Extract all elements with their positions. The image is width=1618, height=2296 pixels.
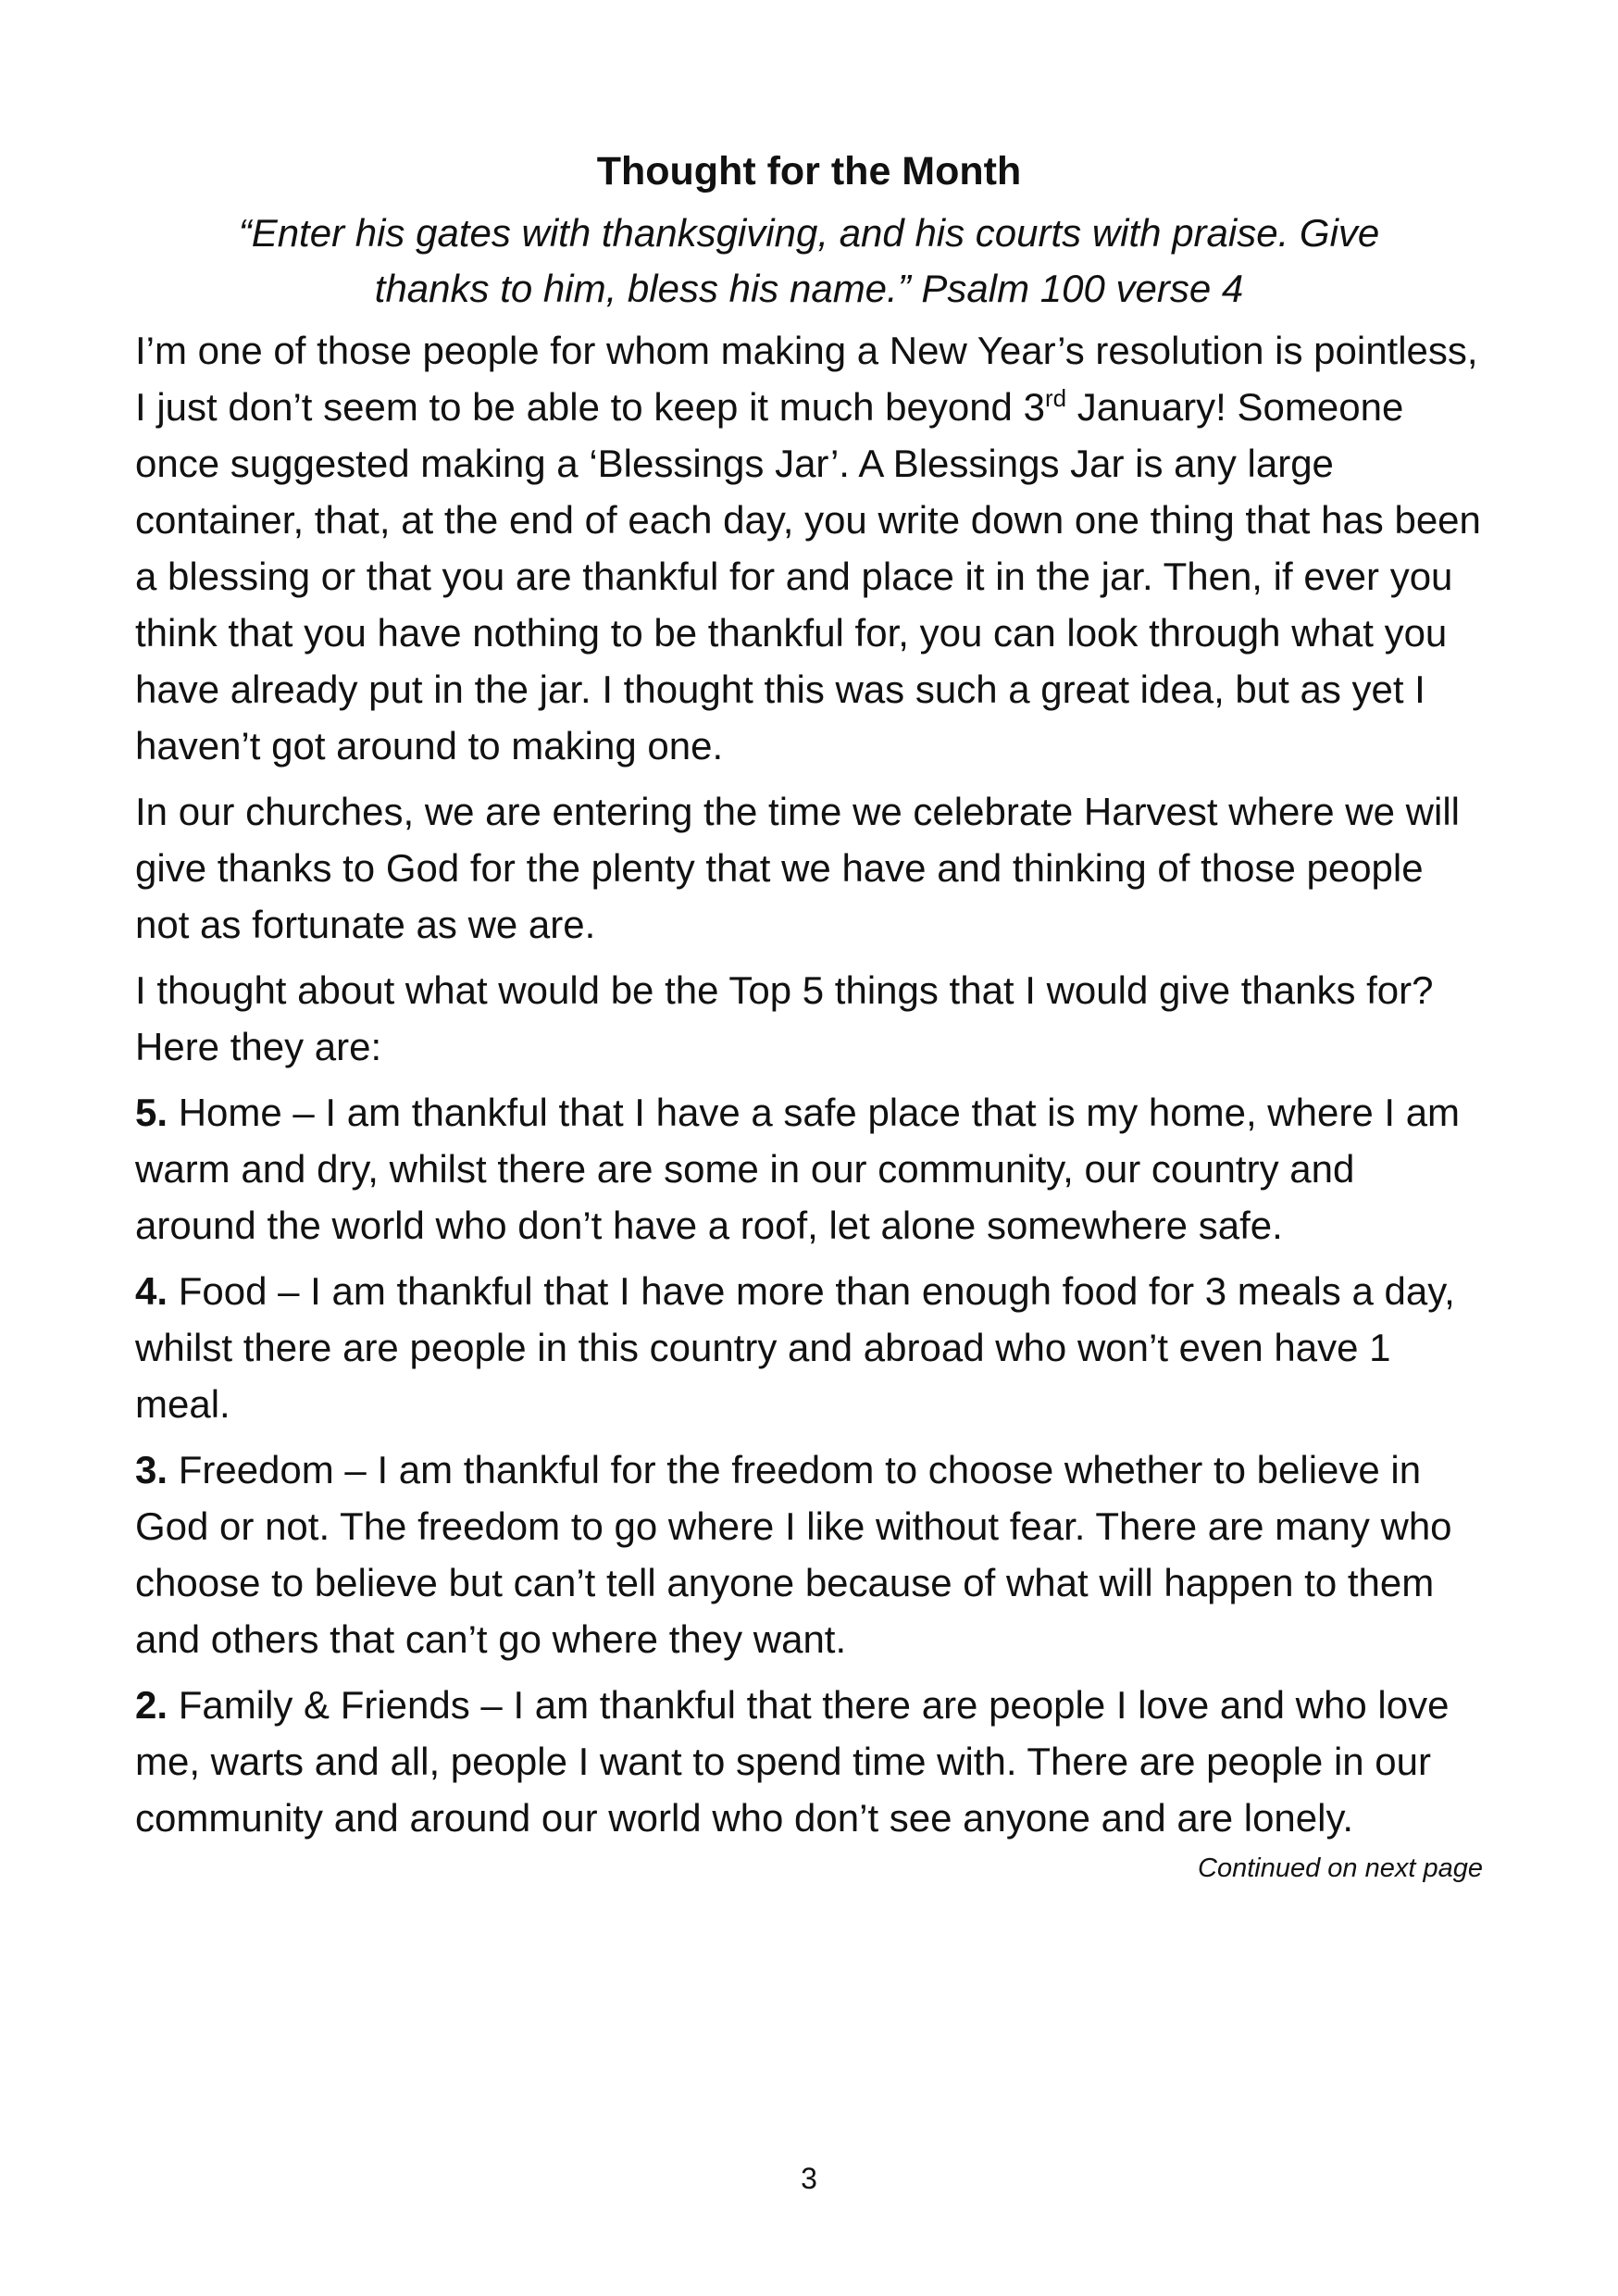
item-number: 5. [135, 1091, 168, 1134]
item-number: 2. [135, 1683, 168, 1727]
item-text: Freedom – I am thankful for the freedom to choose whether to believe in God or not. The freedom to go where I like without fear. There are many who choose to believe but can’t tell anyone because of what will happen to them and others that can’t go where they want. [135, 1448, 1452, 1661]
list-item [135, 1677, 1483, 1846]
quote-line-1: “Enter his gates with thanksgiving, and his courts with praise. Give [238, 211, 1380, 255]
paragraph-intro-text-cont: January! Someone once suggested making a ‘Blessings Jar’. A Blessings Jar is any large container, that, at the end of each day, you write down one thing that has been a blessing or that you are thankful for and place it in the jar. Then, if ever you think that you have nothing to be thankful for, you can look through what you have already put in the jar. I thought this was such a great idea, but as yet I haven’t got around to making one. [135, 385, 1481, 767]
article [135, 139, 1483, 1892]
list-item [135, 1084, 1483, 1254]
item-number: 3. [135, 1448, 168, 1491]
item-number: 4. [135, 1269, 168, 1313]
page-title: Thought for the Month [596, 149, 1022, 193]
page-number: 3 [801, 2162, 817, 2195]
paragraph-top5: I thought about what would be the Top 5 things that I would give thanks for? Here they are: [135, 968, 1434, 1068]
continued-note: Continued on next page [1198, 1853, 1483, 1883]
item-text: Food – I am thankful that I have more than enough food for 3 meals a day, whilst there are people in this country and abroad who won’t even have 1 meal. [135, 1269, 1455, 1426]
item-text: Home – I am thankful that I have a safe place that is my home, where I am warm and dry, whilst there are some in our community, our country and around the world who don’t have a roof, let alone somewhere safe. [135, 1091, 1461, 1247]
paragraph-intro [135, 322, 1483, 774]
list-item [135, 1263, 1483, 1432]
paragraph-harvest: In our churches, we are entering the time we celebrate Harvest where we will give thanks to God for the plenty that we have and thinking of those people not as fortunate as we are. [135, 790, 1460, 946]
quote-line-2: thanks to him, bless his name.” Psalm 100 verse 4 [374, 267, 1244, 310]
list-item [135, 1441, 1483, 1667]
ordinal-superscript: rd [1044, 384, 1067, 412]
paragraph-intro-text: I’m one of those people for whom making a New Year’s resolution is pointless, I just don’t seem to be able to keep it much beyond 3 [135, 329, 1478, 429]
item-text: Family & Friends – I am thankful that there are people I love and who love me, warts and all, people I want to spend time with. There are people in our community and around our world who don’t see anyone and are lonely. [135, 1683, 1450, 1840]
scripture-quote [135, 206, 1483, 317]
